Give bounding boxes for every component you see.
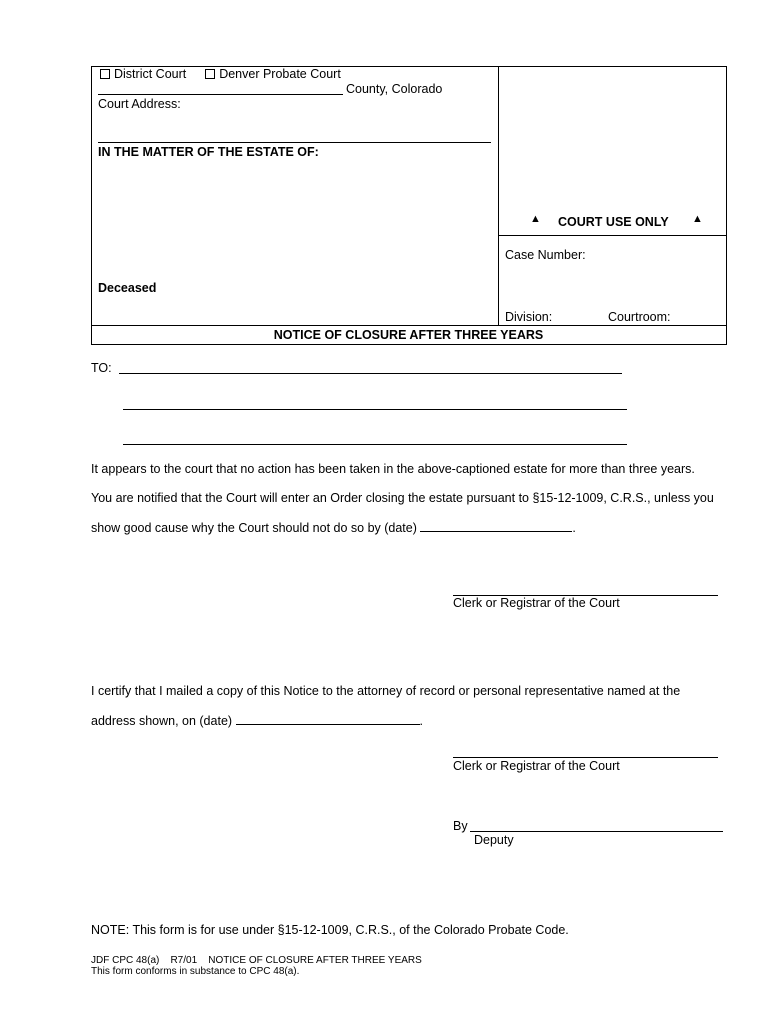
court-use-only: COURT USE ONLY [558, 215, 669, 229]
footer-conforms: This form conforms in substance to CPC 48(a). [91, 966, 300, 977]
body-line-2: You are notified that the Court will enter an Order closing the estate pursuant to §15-12-1009, C.R.S., unless you [91, 491, 714, 505]
court-address-blank[interactable] [98, 142, 491, 143]
to-label: TO: [91, 361, 112, 375]
courtroom-label: Courtroom: [608, 310, 671, 324]
good-cause-date-blank[interactable] [420, 531, 572, 532]
note: NOTE: This form is for use under §15-12-1009, C.R.S., of the Colorado Probate Code. [91, 923, 569, 937]
signature-label-1: Clerk or Registrar of the Court [453, 596, 620, 610]
up-arrow-icon: ▲ [692, 213, 703, 225]
form-title: NOTICE OF CLOSURE AFTER THREE YEARS [273, 328, 544, 342]
certify-line-2 [91, 714, 423, 728]
caption-divider-vertical [498, 66, 499, 325]
deputy-label: Deputy [474, 833, 514, 847]
certify-line-2-suffix: . [419, 714, 424, 728]
body-line-3-prefix: show good cause why the Court should not do so by (date) [91, 521, 417, 535]
mailing-date-blank[interactable] [236, 724, 420, 725]
signature-label-2: Clerk or Registrar of the Court [453, 759, 620, 773]
denver-probate-checkbox[interactable] [205, 69, 215, 79]
county-blank[interactable] [98, 94, 343, 95]
court-use-divider [498, 235, 726, 236]
district-court-checkbox[interactable] [100, 69, 110, 79]
to-line-2[interactable] [123, 409, 627, 410]
court-address-label: Court Address: [98, 97, 181, 111]
signature-line-2[interactable] [453, 757, 718, 758]
to-line-1[interactable] [119, 373, 622, 374]
court-selection [100, 67, 341, 81]
body-line-1: It appears to the court that no action has been taken in the above-captioned estate for more than three years. [91, 462, 695, 476]
up-arrow-icon: ▲ [530, 213, 541, 225]
to-line-3[interactable] [123, 444, 627, 445]
caption-box [91, 66, 727, 345]
estate-heading: IN THE MATTER OF THE ESTATE OF: [98, 145, 319, 159]
district-court-label: District Court [114, 67, 187, 81]
footer-form-id: JDF CPC 48(a) R7/01 NOTICE OF CLOSURE AFTER THREE YEARS [91, 955, 422, 966]
deputy-signature-line[interactable] [470, 831, 723, 832]
title-divider [91, 325, 726, 326]
certify-line-1: I certify that I mailed a copy of this Notice to the attorney of record or personal representative named at the [91, 684, 681, 698]
body-line-3-suffix: . [572, 521, 576, 535]
case-number-label: Case Number: [505, 248, 586, 262]
denver-probate-label: Denver Probate Court [219, 67, 341, 81]
division-label: Division: [505, 310, 553, 324]
certify-line-2-prefix: address shown, on (date) [91, 714, 233, 728]
county-suffix: County, Colorado [346, 82, 443, 96]
by-label: By [453, 819, 468, 833]
body-line-3 [91, 521, 576, 535]
deceased-label: Deceased [98, 281, 157, 295]
